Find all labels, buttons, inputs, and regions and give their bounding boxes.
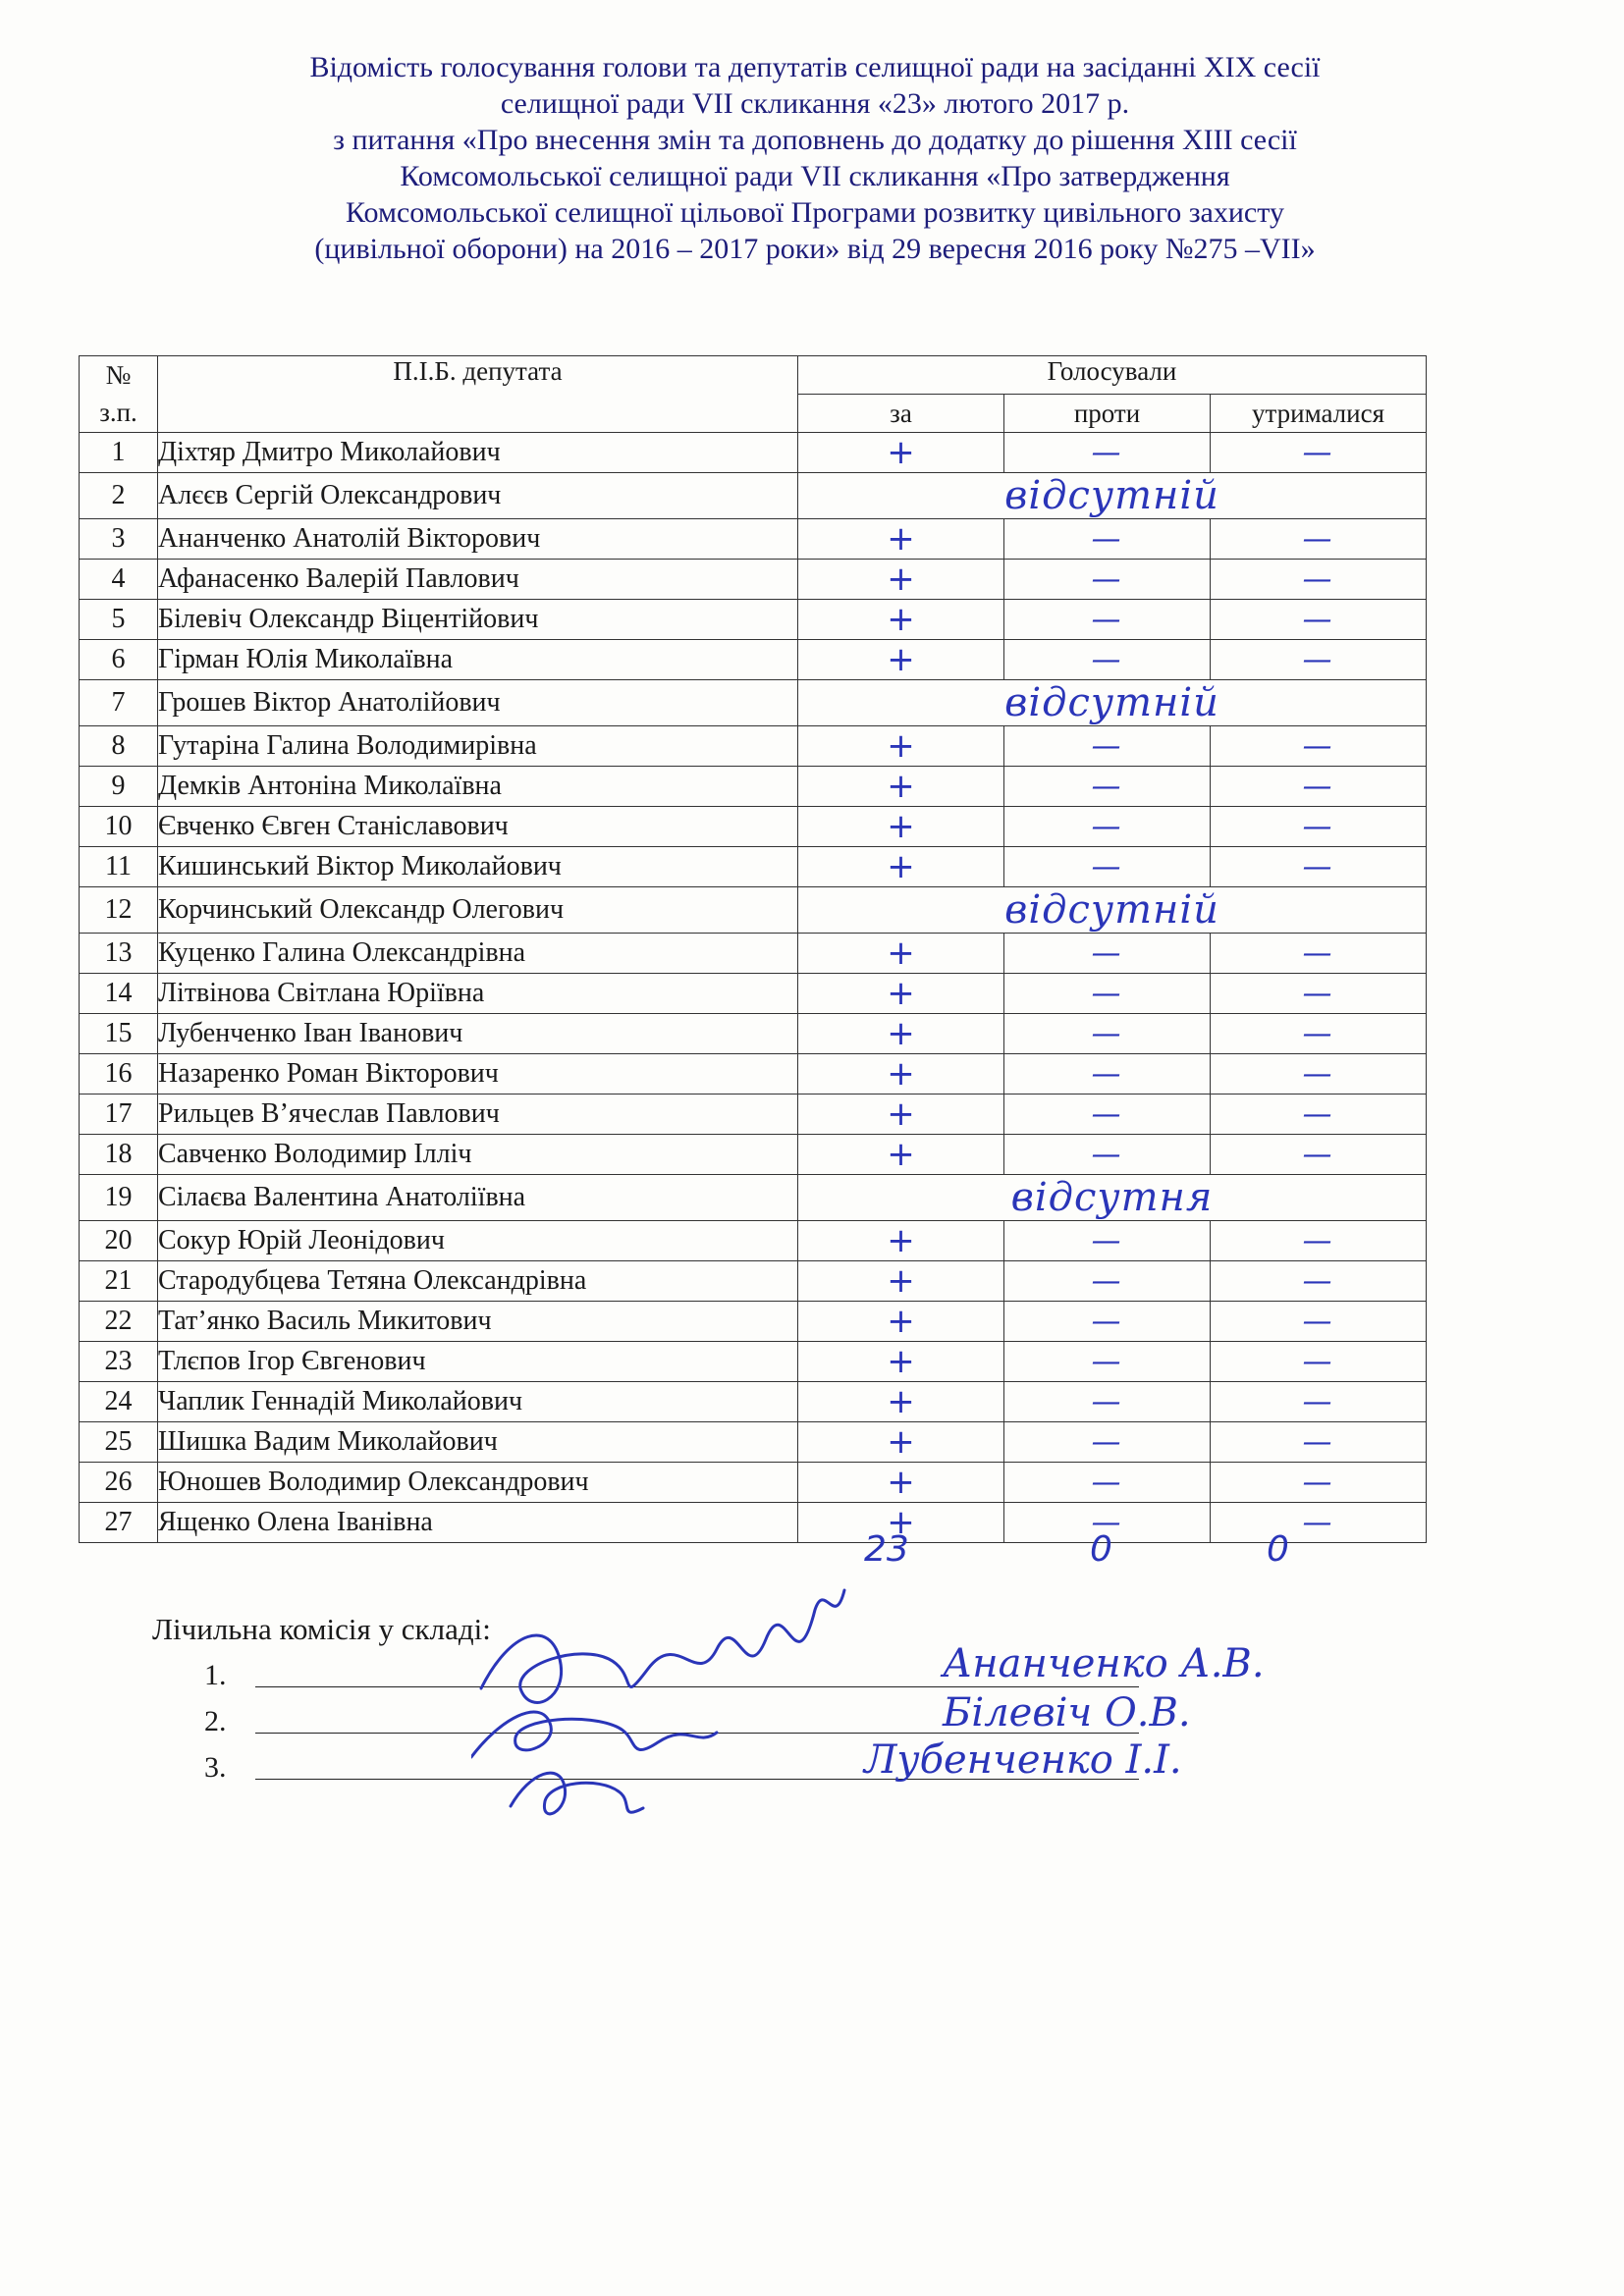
vote-utrymalysia-mark: — [1211, 767, 1427, 807]
vote-proty-mark: — [1004, 1503, 1211, 1543]
table-row [80, 433, 1427, 473]
row-number: 24 [80, 1382, 158, 1422]
table-row [80, 600, 1427, 640]
deputy-name: Демків Антоніна Миколаївна [158, 767, 798, 807]
table-row [80, 887, 1427, 934]
table-body [80, 433, 1427, 1543]
deputy-name: Гірман Юлія Миколаївна [158, 640, 798, 680]
commission-member [204, 1705, 227, 1738]
table-row [80, 1342, 1427, 1382]
vote-utrymalysia-mark: — [1211, 433, 1427, 473]
row-number: 17 [80, 1095, 158, 1135]
row-number: 8 [80, 726, 158, 767]
row-number: 20 [80, 1221, 158, 1261]
total-utrymalysia: 0 [1267, 1529, 1289, 1570]
row-number: 13 [80, 934, 158, 974]
vote-za-mark: + [798, 934, 1004, 974]
title-line: (цивільної оборони) на 2016 – 2017 роки» від 29 вересня 2016 року №275 –VІІ» [314, 233, 1316, 265]
table-row [80, 974, 1427, 1014]
vote-utrymalysia-mark: — [1211, 1302, 1427, 1342]
vote-proty-mark: — [1004, 433, 1211, 473]
vote-za-mark: + [798, 974, 1004, 1014]
vote-utrymalysia-mark: — [1211, 807, 1427, 847]
row-number: 25 [80, 1422, 158, 1463]
header-number-abbr: з.п. [99, 398, 137, 427]
deputy-name: Чаплик Геннадій Миколайович [158, 1382, 798, 1422]
table-row [80, 1095, 1427, 1135]
deputy-name: Євченко Євген Станіславович [158, 807, 798, 847]
table-row [80, 1054, 1427, 1095]
table-row [80, 1135, 1427, 1175]
document-title [128, 49, 1502, 267]
table-row [80, 934, 1427, 974]
absent-mark: відсутній [798, 473, 1427, 519]
deputy-name: Стародубцева Тетяна Олександрівна [158, 1261, 798, 1302]
row-number: 15 [80, 1014, 158, 1054]
vote-proty-mark: — [1004, 1261, 1211, 1302]
vote-proty-mark: — [1004, 974, 1211, 1014]
row-number: 27 [80, 1503, 158, 1543]
table-row [80, 1261, 1427, 1302]
vote-utrymalysia-mark: — [1211, 1135, 1427, 1175]
row-number: 2 [80, 473, 158, 519]
vote-za-mark: + [798, 1054, 1004, 1095]
deputy-name: Тат’янко Василь Микитович [158, 1302, 798, 1342]
title-line: Комсомольської селищної ради VІІ скликання «Про затвердження [400, 160, 1230, 192]
vote-utrymalysia-mark: — [1211, 1463, 1427, 1503]
vote-proty-mark: — [1004, 1422, 1211, 1463]
row-number: 12 [80, 887, 158, 934]
vote-proty-mark: — [1004, 807, 1211, 847]
deputy-name: Гутаріна Галина Володимирівна [158, 726, 798, 767]
row-number: 3 [80, 519, 158, 560]
member-number: 3. [204, 1751, 227, 1784]
deputy-name: Шишка Вадим Миколайович [158, 1422, 798, 1463]
deputy-name: Юношев Володимир Олександрович [158, 1463, 798, 1503]
deputy-name: Рильцев В’ячеслав Павлович [158, 1095, 798, 1135]
header-name: П.І.Б. депутата [158, 356, 798, 433]
row-number: 4 [80, 560, 158, 600]
deputy-name: Алєєв Сергій Олександрович [158, 473, 798, 519]
vote-utrymalysia-mark: — [1211, 1503, 1427, 1543]
table-row [80, 767, 1427, 807]
header-number-symbol: № [105, 360, 132, 390]
deputy-name: Афанасенко Валерій Павлович [158, 560, 798, 600]
signature-1 [481, 1590, 844, 1702]
table-row [80, 1463, 1427, 1503]
vote-proty-mark: — [1004, 1302, 1211, 1342]
vote-utrymalysia-mark: — [1211, 1054, 1427, 1095]
vote-proty-mark: — [1004, 726, 1211, 767]
row-number: 18 [80, 1135, 158, 1175]
vote-proty-mark: — [1004, 847, 1211, 887]
row-number: 16 [80, 1054, 158, 1095]
vote-za-mark: + [798, 767, 1004, 807]
deputy-name: Сілаєва Валентина Анатоліївна [158, 1175, 798, 1221]
signed-name: Лубенченко І.І. [864, 1737, 1182, 1783]
vote-utrymalysia-mark: — [1211, 1095, 1427, 1135]
header-za: за [798, 395, 1004, 433]
row-number: 11 [80, 847, 158, 887]
deputy-name: Корчинський Олександр Олегович [158, 887, 798, 934]
table-row [80, 640, 1427, 680]
header-voted: Голосували [798, 356, 1427, 395]
vote-proty-mark: — [1004, 640, 1211, 680]
absent-mark: відсутній [798, 680, 1427, 726]
vote-utrymalysia-mark: — [1211, 600, 1427, 640]
vote-za-mark: + [798, 1503, 1004, 1543]
member-number: 1. [204, 1659, 227, 1691]
deputy-name: Кишинський Віктор Миколайович [158, 847, 798, 887]
signature-3 [511, 1773, 643, 1814]
vote-proty-mark: — [1004, 560, 1211, 600]
deputy-name: Літвінова Світлана Юріївна [158, 974, 798, 1014]
row-number: 1 [80, 433, 158, 473]
vote-utrymalysia-mark: — [1211, 847, 1427, 887]
vote-utrymalysia-mark: — [1211, 1261, 1427, 1302]
row-number: 7 [80, 680, 158, 726]
row-number: 26 [80, 1463, 158, 1503]
voting-table [79, 355, 1427, 1543]
vote-utrymalysia-mark: — [1211, 640, 1427, 680]
vote-utrymalysia-mark: — [1211, 726, 1427, 767]
vote-proty-mark: — [1004, 1095, 1211, 1135]
vote-proty-mark: — [1004, 519, 1211, 560]
vote-proty-mark: — [1004, 1054, 1211, 1095]
row-number: 23 [80, 1342, 158, 1382]
vote-utrymalysia-mark: — [1211, 1422, 1427, 1463]
deputy-name: Тлєпов Ігор Євгенович [158, 1342, 798, 1382]
vote-proty-mark: — [1004, 1014, 1211, 1054]
table-row [80, 1382, 1427, 1422]
deputy-name: Ященко Олена Іванівна [158, 1503, 798, 1543]
commission-member [204, 1659, 227, 1692]
table-row [80, 1014, 1427, 1054]
title-line: з питання «Про внесення змін та доповнень до додатку до рішення ХІІІ сесії [333, 124, 1297, 156]
vote-za-mark: + [798, 640, 1004, 680]
vote-utrymalysia-mark: — [1211, 1382, 1427, 1422]
vote-za-mark: + [798, 1221, 1004, 1261]
row-number: 6 [80, 640, 158, 680]
vote-za-mark: + [798, 1463, 1004, 1503]
row-number: 22 [80, 1302, 158, 1342]
commission-label: Лічильна комісія у складі: [152, 1612, 491, 1646]
vote-za-mark: + [798, 1261, 1004, 1302]
table-row [80, 807, 1427, 847]
deputy-name: Діхтяр Дмитро Миколайович [158, 433, 798, 473]
vote-proty-mark: — [1004, 1135, 1211, 1175]
table-row [80, 1302, 1427, 1342]
vote-proty-mark: — [1004, 934, 1211, 974]
signed-name: Білевіч О.В. [943, 1690, 1191, 1735]
header-proty: проти [1004, 395, 1211, 433]
vote-proty-mark: — [1004, 1221, 1211, 1261]
deputy-name: Грошев Віктор Анатолійович [158, 680, 798, 726]
vote-za-mark: + [798, 1095, 1004, 1135]
vote-za-mark: + [798, 726, 1004, 767]
vote-za-mark: + [798, 519, 1004, 560]
table-row [80, 1221, 1427, 1261]
member-number: 2. [204, 1705, 227, 1737]
row-number: 19 [80, 1175, 158, 1221]
vote-za-mark: + [798, 1422, 1004, 1463]
commission-member [204, 1751, 227, 1785]
deputy-name: Білевіч Олександр Віцентійович [158, 600, 798, 640]
vote-za-mark: + [798, 1382, 1004, 1422]
title-line: Комсомольської селищної цільової Програми розвитку цивільного захисту [346, 196, 1284, 229]
row-number: 9 [80, 767, 158, 807]
vote-proty-mark: — [1004, 767, 1211, 807]
table-row [80, 519, 1427, 560]
vote-za-mark: + [798, 847, 1004, 887]
deputy-name: Савченко Володимир Ілліч [158, 1135, 798, 1175]
header-utrymalysia: утрималися [1211, 395, 1427, 433]
title-line: Відомість голосування голови та депутатів селищної ради на засіданні ХІХ сесії [309, 51, 1321, 83]
row-number: 14 [80, 974, 158, 1014]
header-number [80, 356, 158, 433]
handwritten-signatures [471, 1551, 982, 1845]
vote-za-mark: + [798, 433, 1004, 473]
table-row [80, 726, 1427, 767]
deputy-name: Лубенченко Іван Іванович [158, 1014, 798, 1054]
vote-za-mark: + [798, 1342, 1004, 1382]
vote-za-mark: + [798, 1302, 1004, 1342]
table-row [80, 1175, 1427, 1221]
vote-utrymalysia-mark: — [1211, 974, 1427, 1014]
table-row [80, 560, 1427, 600]
vote-za-mark: + [798, 600, 1004, 640]
deputy-name: Назаренко Роман Вікторович [158, 1054, 798, 1095]
vote-utrymalysia-mark: — [1211, 1014, 1427, 1054]
table-row [80, 680, 1427, 726]
table-row [80, 1422, 1427, 1463]
total-za: 23 [864, 1529, 909, 1570]
total-proty: 0 [1090, 1529, 1112, 1570]
vote-proty-mark: — [1004, 1342, 1211, 1382]
vote-utrymalysia-mark: — [1211, 519, 1427, 560]
vote-utrymalysia-mark: — [1211, 560, 1427, 600]
row-number: 5 [80, 600, 158, 640]
signature-2 [471, 1712, 717, 1757]
vote-utrymalysia-mark: — [1211, 934, 1427, 974]
row-number: 21 [80, 1261, 158, 1302]
absent-mark: відсутня [798, 1175, 1427, 1221]
vote-utrymalysia-mark: — [1211, 1342, 1427, 1382]
vote-proty-mark: — [1004, 1382, 1211, 1422]
deputy-name: Куценко Галина Олександрівна [158, 934, 798, 974]
vote-za-mark: + [798, 807, 1004, 847]
signed-name: Ананченко А.В. [943, 1641, 1265, 1686]
absent-mark: відсутній [798, 887, 1427, 934]
deputy-name: Ананченко Анатолій Вікторович [158, 519, 798, 560]
vote-proty-mark: — [1004, 1463, 1211, 1503]
vote-za-mark: + [798, 1135, 1004, 1175]
row-number: 10 [80, 807, 158, 847]
vote-za-mark: + [798, 1014, 1004, 1054]
table-row [80, 473, 1427, 519]
deputy-name: Сокур Юрій Леонідович [158, 1221, 798, 1261]
table-row [80, 847, 1427, 887]
vote-za-mark: + [798, 560, 1004, 600]
vote-utrymalysia-mark: — [1211, 1221, 1427, 1261]
vote-proty-mark: — [1004, 600, 1211, 640]
title-line: селищної ради VІІ скликання «23» лютого 2017 р. [500, 87, 1130, 120]
